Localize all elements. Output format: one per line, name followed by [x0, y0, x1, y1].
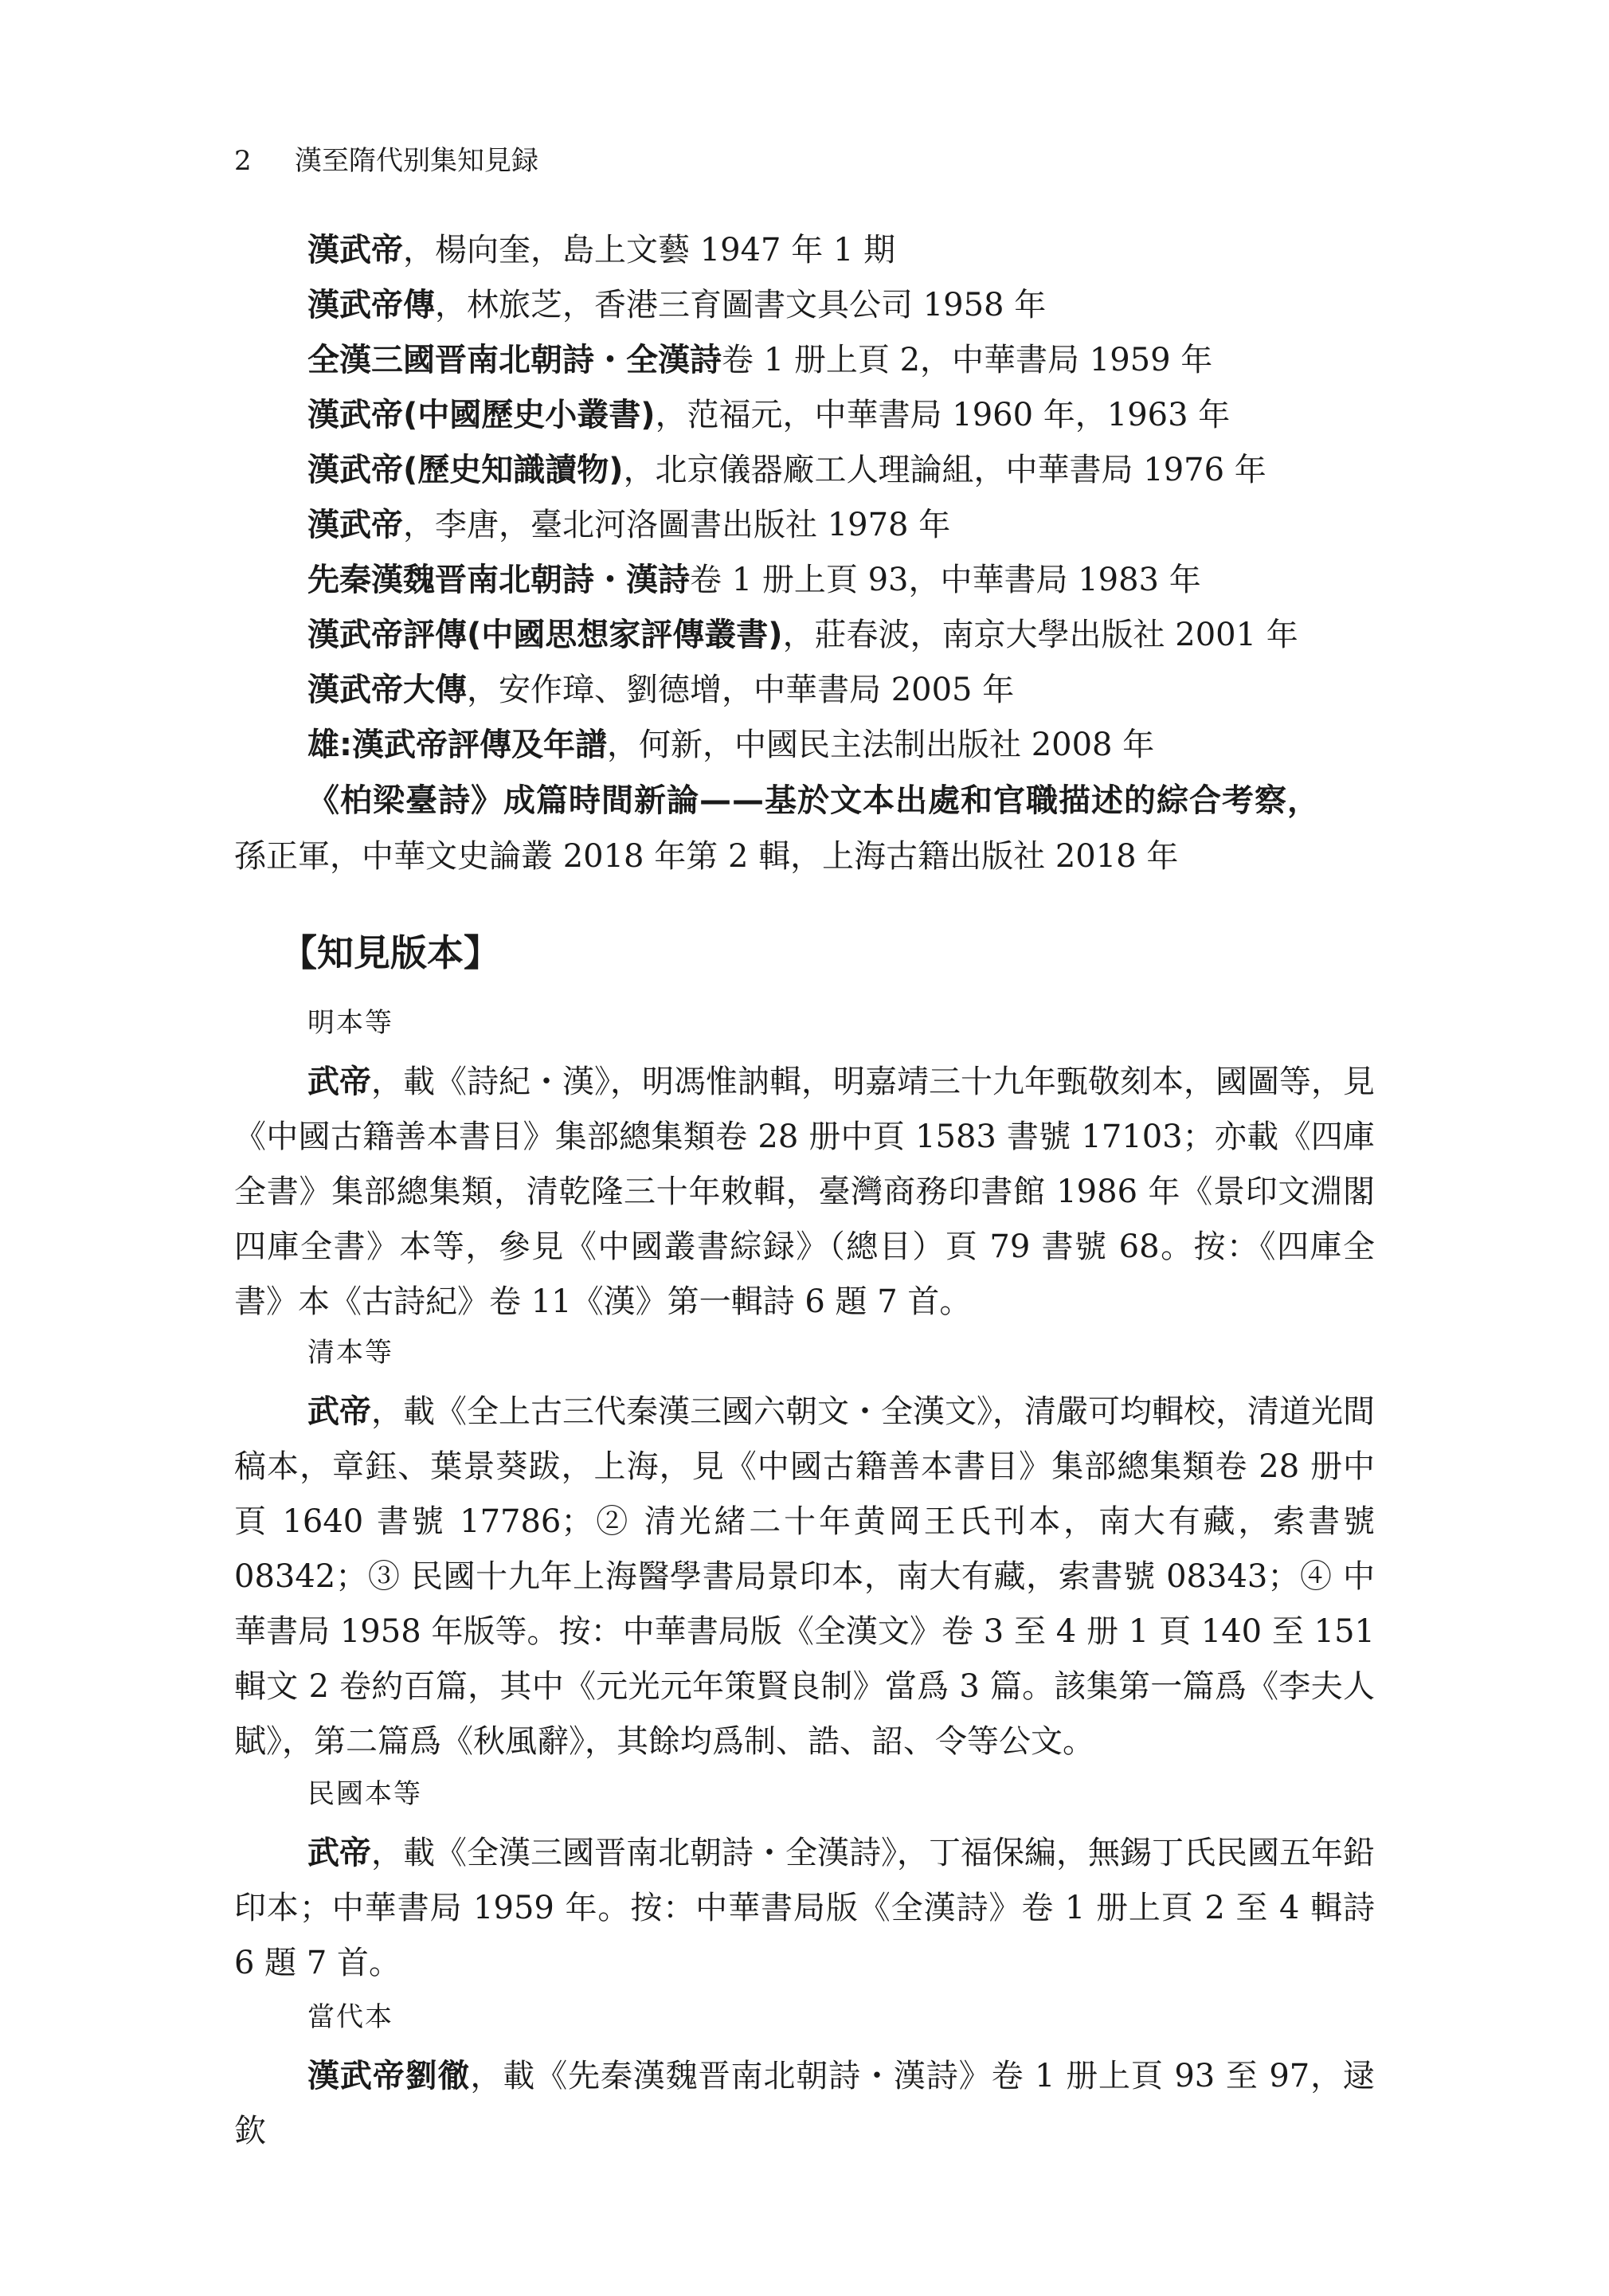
reference-detail: 卷 1 册上頁 93，中華書局 1983 年 — [690, 562, 1201, 598]
reference-entry — [307, 396, 1230, 434]
reference-detail: ，安作璋、劉德增，中華書局 2005 年 — [467, 672, 1015, 708]
edition-text: ，載《詩紀・漢》，明馮惟訥輯，明嘉靖三十九年甄敬刻本，國圖等，見《中國古籍善本書目》集部總集類卷 28 册中頁 1583 書號 17103；亦載《四庫全書》集部總集類，清乾隆三十年敕輯，臺灣商務印書館 1986 年《景印文淵閣四庫全書》本等，參見《中國叢書綜録》（總目）頁 79 書號 68。按：《四庫全書》本《古詩紀》卷 11《漢》第一輯詩 6 題 7 首。 — [234, 1064, 1375, 1320]
reference-title: 《柏梁臺詩》成篇時間新論——基於文本出處和官職描述的綜合考察 — [307, 782, 1287, 819]
edition-title: 武帝 — [307, 1835, 371, 1871]
reference-entry — [307, 451, 1266, 489]
reference-entry — [307, 561, 1201, 599]
page-number: 2 — [234, 145, 252, 177]
reference-entry-long — [234, 773, 1373, 884]
reference-detail: 孫正軍，中華文史論叢 2018 年第 2 輯，上海古籍出版社 2018 年 — [234, 838, 1179, 875]
edition-category: 當代本 — [307, 2001, 393, 2033]
reference-title: 漢武帝大傳 — [307, 672, 467, 708]
edition-text: ，載《全漢三國晋南北朝詩・全漢詩》，丁福保編，無錫丁氏民國五年鉛印本；中華書局 1959 年。按：中華書局版《全漢詩》卷 1 册上頁 2 至 4 輯詩 6 題 7 首。 — [234, 1835, 1375, 1981]
edition-title: 漢武帝劉徹 — [307, 2058, 471, 2094]
edition-category: 明本等 — [307, 1007, 393, 1039]
reference-title: 全漢三國晋南北朝詩・全漢詩 — [307, 342, 722, 378]
reference-entry — [307, 231, 895, 269]
reference-detail: ，何新，中國民主法制出版社 2008 年 — [607, 727, 1155, 763]
edition-entry — [234, 1385, 1375, 1769]
edition-category: 民國本等 — [307, 1778, 422, 1810]
reference-title: 漢武帝傳 — [307, 287, 435, 323]
reference-detail: ，范福元，中華書局 1960 年，1963 年 — [655, 397, 1231, 433]
reference-detail: ，林旅芝，香港三育圖書文具公司 1958 年 — [435, 287, 1047, 323]
section-heading: 【知見版本】 — [280, 931, 500, 974]
reference-title: 先秦漢魏晋南北朝詩・漢詩 — [307, 562, 690, 598]
reference-entry — [307, 616, 1298, 654]
reference-entry — [307, 286, 1046, 324]
edition-text: ，載《全上古三代秦漢三國六朝文・全漢文》，清嚴可均輯校，清道光間稿本，章鈺、葉景葵跋，上海，見《中國古籍善本書目》集部總集類卷 28 册中頁 1640 書號 17786；② 清光緒二十年黄岡王氏刊本，南大有藏，索書號 08342；③ 民國十九年上海醫學書局景印本，南大有藏，索書號 08343；④ 中華書局 1958 年版等。按：中華書局版《全漢文》卷 3 至 4 册 1 頁 140 至 151 輯文 2 卷約百篇，其中《元光元年策賢良制》當爲 3 篇。該集第一篇爲《李夫人賦》，第二篇爲《秋風辭》，其餘均爲制、誥、詔、令等公文。 — [234, 1393, 1375, 1760]
reference-detail: ，楊向奎，島上文藝 1947 年 1 期 — [403, 232, 896, 268]
reference-title: 漢武帝 — [307, 507, 403, 543]
reference-title: 漢武帝 — [307, 232, 403, 268]
edition-title: 武帝 — [307, 1064, 371, 1100]
reference-detail: ，北京儀器廠工人理論組，中華書局 1976 年 — [623, 452, 1266, 488]
reference-entry — [307, 341, 1212, 379]
reference-title: 漢武帝評傳(中國思想家評傳叢書) — [307, 617, 783, 653]
edition-title: 武帝 — [307, 1393, 371, 1430]
reference-entry — [307, 671, 1014, 709]
reference-title: 漢武帝(中國歷史小叢書) — [307, 397, 656, 433]
edition-entry — [234, 2049, 1375, 2159]
reference-entry — [307, 506, 950, 544]
running-header — [234, 145, 538, 177]
book-title: 漢至隋代别集知見録 — [295, 145, 538, 177]
edition-entry — [234, 1826, 1375, 1991]
edition-category: 清本等 — [307, 1337, 393, 1369]
edition-entry — [234, 1055, 1375, 1330]
reference-detail: 卷 1 册上頁 2，中華書局 1959 年 — [722, 342, 1213, 378]
reference-entry — [307, 726, 1154, 764]
reference-detail: ，李唐，臺北河洛圖書出版社 1978 年 — [403, 507, 951, 543]
reference-title: 雄:漢武帝評傳及年譜 — [307, 727, 607, 763]
edition-text: ，載《先秦漢魏晋南北朝詩・漢詩》卷 1 册上頁 93 至 97，逯欽 — [234, 2058, 1375, 2149]
reference-title: 漢武帝(歷史知識讀物) — [307, 452, 624, 488]
title-comma: ， — [1287, 782, 1320, 819]
reference-detail: ，莊春波，南京大學出版社 2001 年 — [782, 617, 1298, 653]
